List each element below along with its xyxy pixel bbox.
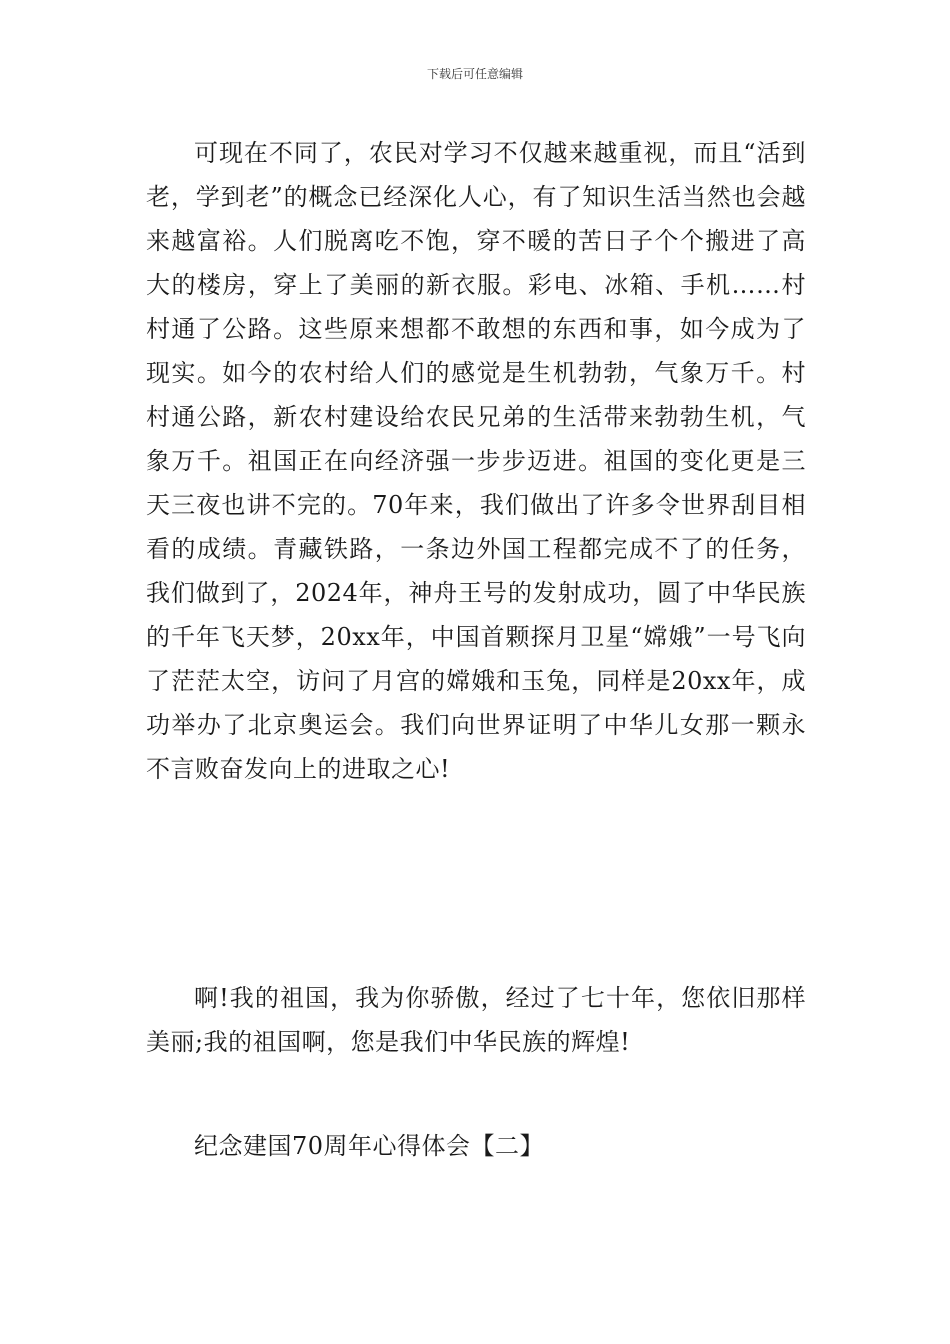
body-paragraph-1: 可现在不同了，农民对学习不仅越来越重视，而且“活到老，学到老”的概念已经深化人心，有了知识生活当然也会越来越富裕。人们脱离吃不饱，穿不暖的苦日子个个搬进了高大的楼房，穿上了美丽的新衣服。彩电、冰箱、手机……村村通了公路。这些原来想都不敢想的东西和事，如今成为了现实。如今的农村给人们的感觉是生机勃勃，气象万千。村村通公路，新农村建设给农民兄弟的生活带来勃勃生机，气象万千。祖国正在向经济强一步步迈进。祖国的变化更是三天三夜也讲不完的。70年来，我们做出了许多令世界刮目相看的成绩。青藏铁路，一条边外国工程都完成不了的任务，我们做到了，2024年，神舟王号的发射成功，圆了中华民族的千年飞天梦，20xx年，中国首颗探月卫星“嫦娥”一号飞向了茫茫太空，访问了月宫的嫦娥和玉兔，同样是20xx年，成功举办了北京奥运会。我们向世界证明了中华儿女那一颗永不言败奋发向上的进取之心! (146, 139, 806, 783)
body-paragraph-2: 啊!我的祖国，我为你骄傲，经过了七十年，您依旧那样美丽;我的祖国啊，您是我们中华民族的辉煌! (146, 984, 806, 1056)
page-header-note: 下载后可任意编辑 (426, 67, 523, 81)
section-heading: 纪念建国70周年心得体会【二】 (194, 1132, 545, 1160)
